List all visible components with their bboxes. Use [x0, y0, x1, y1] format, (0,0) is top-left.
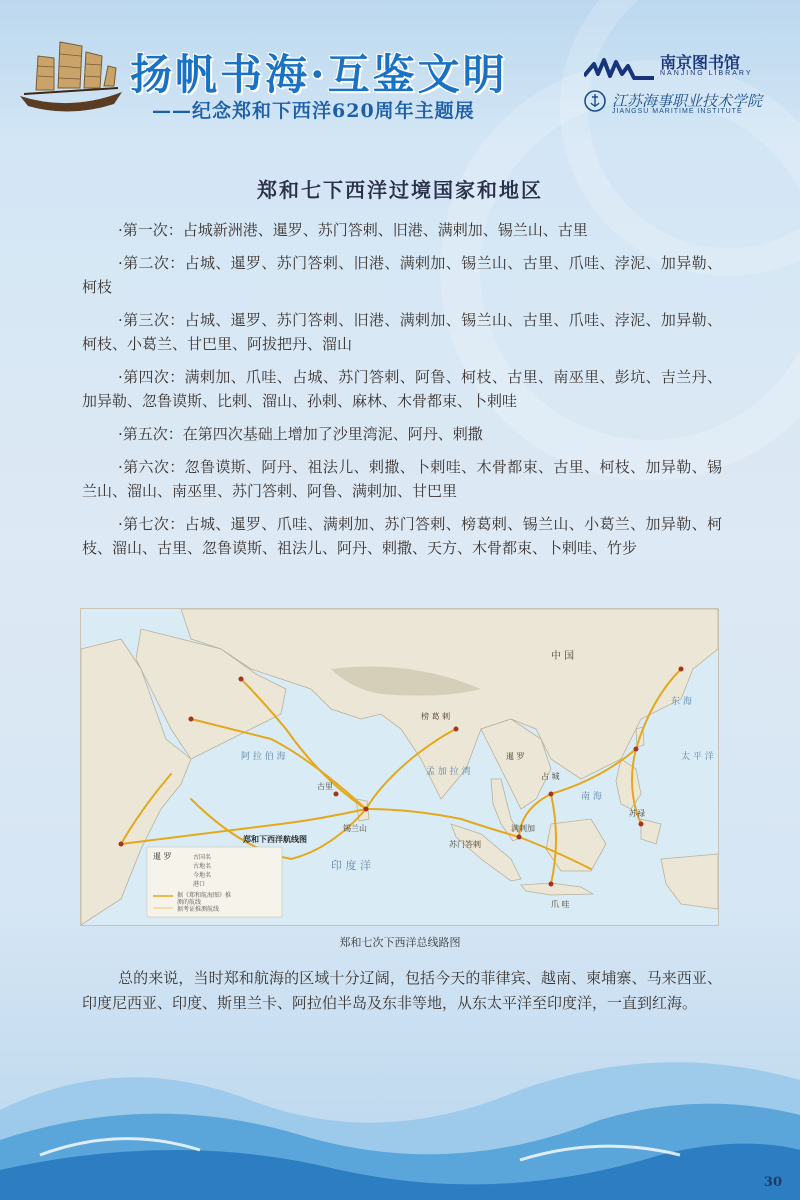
- map-label-east-china-sea: 东 海: [671, 697, 692, 707]
- voyage-item: ·第五次：在第四次基础上增加了沙里湾泥、阿丹、剌撒: [118, 425, 483, 443]
- exhibition-title: 扬帆书海·互鉴文明: [130, 50, 508, 99]
- voyage-item: ·第四次：满剌加、爪哇、占城、苏门答剌、阿鲁、柯枝、古里、南巫里、彭坑、吉兰丹、加异勒、忽鲁谟斯、比剌、溜山、孙剌、麻林、木骨都束、卜剌哇: [82, 368, 722, 410]
- route-map-svg: [81, 609, 718, 925]
- library-name-en: NANJING LIBRARY: [660, 70, 753, 77]
- map-label-china: 中 国: [551, 651, 575, 662]
- legend-item: 古地名: [193, 863, 212, 870]
- map-label-calicut: 古里: [317, 782, 333, 791]
- voyage-item: ·第七次：占城、暹罗、爪哇、满剌加、苏门答剌、榜葛剌、锡兰山、小葛兰、加异勒、柯枝、溜山、古里、忽鲁谟斯、祖法儿、阿丹、剌撒、天方、木骨都束、卜剌哇、竹步: [82, 515, 722, 557]
- voyage-item: ·第三次：占城、暹罗、苏门答剌、旧港、满剌加、锡兰山、古里、爪哇、浡泥、加异勒、柯枝、小葛兰、甘巴里、阿拔把丹、溜山: [82, 311, 722, 353]
- legend-route: 据《郑和航海图》推: [177, 892, 232, 899]
- library-name: 南京图书馆: [660, 53, 741, 72]
- legend-item: 今地名: [193, 872, 212, 879]
- voyage-item: ·第六次：忽鲁谟斯、阿丹、祖法儿、剌撒、卜剌哇、木骨都束、古里、柯枝、加异勒、锡兰山、溜山、南巫里、苏门答剌、阿鲁、满剌加、甘巴里: [82, 458, 722, 500]
- legend-route: 测的航线: [177, 899, 202, 906]
- map-label-south-china-sea: 南 海: [581, 792, 602, 802]
- institute-name: 江苏海事职业技术学院: [612, 92, 763, 110]
- map-label-arabian-sea: 阿 拉 伯 海: [241, 752, 286, 762]
- map-label-pacific: 太 平 洋: [681, 752, 714, 762]
- legend-item: 古国名: [193, 854, 212, 861]
- voyage-list: [82, 218, 722, 569]
- map-label-ceylon: 锡兰山: [343, 824, 367, 833]
- map-label-java: 爪 哇: [551, 900, 570, 909]
- institute-name-en: JIANGSU MARITIME INSTITUTE: [612, 108, 743, 115]
- maritime-institute-emblem-icon: [584, 90, 606, 112]
- map-label-siam: 暹 罗: [506, 752, 525, 761]
- legend-route: 据考证推测航线: [177, 906, 220, 913]
- map-legend: [147, 847, 282, 917]
- voyage-item: ·第一次：占城新洲港、暹罗、苏门答剌、旧港、满剌加、锡兰山、古里: [118, 221, 588, 239]
- map-caption: 郑和七次下西洋总线路图: [339, 937, 461, 949]
- voyage-item: ·第二次：占城、暹罗、苏门答剌、旧港、满剌加、锡兰山、古里、爪哇、浡泥、加异勒、柯枝: [82, 254, 722, 296]
- map-inner-title: 郑和下西洋航线图: [243, 835, 307, 844]
- legend-item: 港口: [193, 881, 206, 888]
- ocean-waves-decoration: [0, 1020, 800, 1200]
- map-label-champa: 占 城: [541, 772, 560, 781]
- junk-ship-icon: [14, 38, 126, 118]
- map-label-bengal: 榜 葛 剌: [421, 712, 451, 721]
- exhibition-subtitle: ——纪念郑和下西洋620周年主题展: [152, 100, 475, 122]
- map-label-bay-of-bengal: 孟 加 拉 湾: [426, 767, 471, 777]
- page-number: 30: [763, 1175, 782, 1190]
- legend-country-sample: 暹 罗: [153, 852, 172, 861]
- map-label-malacca: 满剌加: [511, 824, 535, 833]
- map-label-sumatra: 苏门答剌: [449, 840, 481, 849]
- route-map: [80, 608, 719, 926]
- section-title: 郑和七下西洋过境国家和地区: [257, 178, 543, 202]
- map-label-sulu: 苏禄: [629, 809, 645, 818]
- map-label-indian-ocean: 印 度 洋: [331, 859, 371, 872]
- summary-paragraph: 总的来说，当时郑和航海的区域十分辽阔，包括今天的菲律宾、越南、柬埔寨、马来西亚、印度尼西亚、印度、斯里兰卡、阿拉伯半岛及东非等地，从东太平洋至印度洋，一直到红海。: [82, 969, 722, 1012]
- header-banner: [0, 0, 800, 150]
